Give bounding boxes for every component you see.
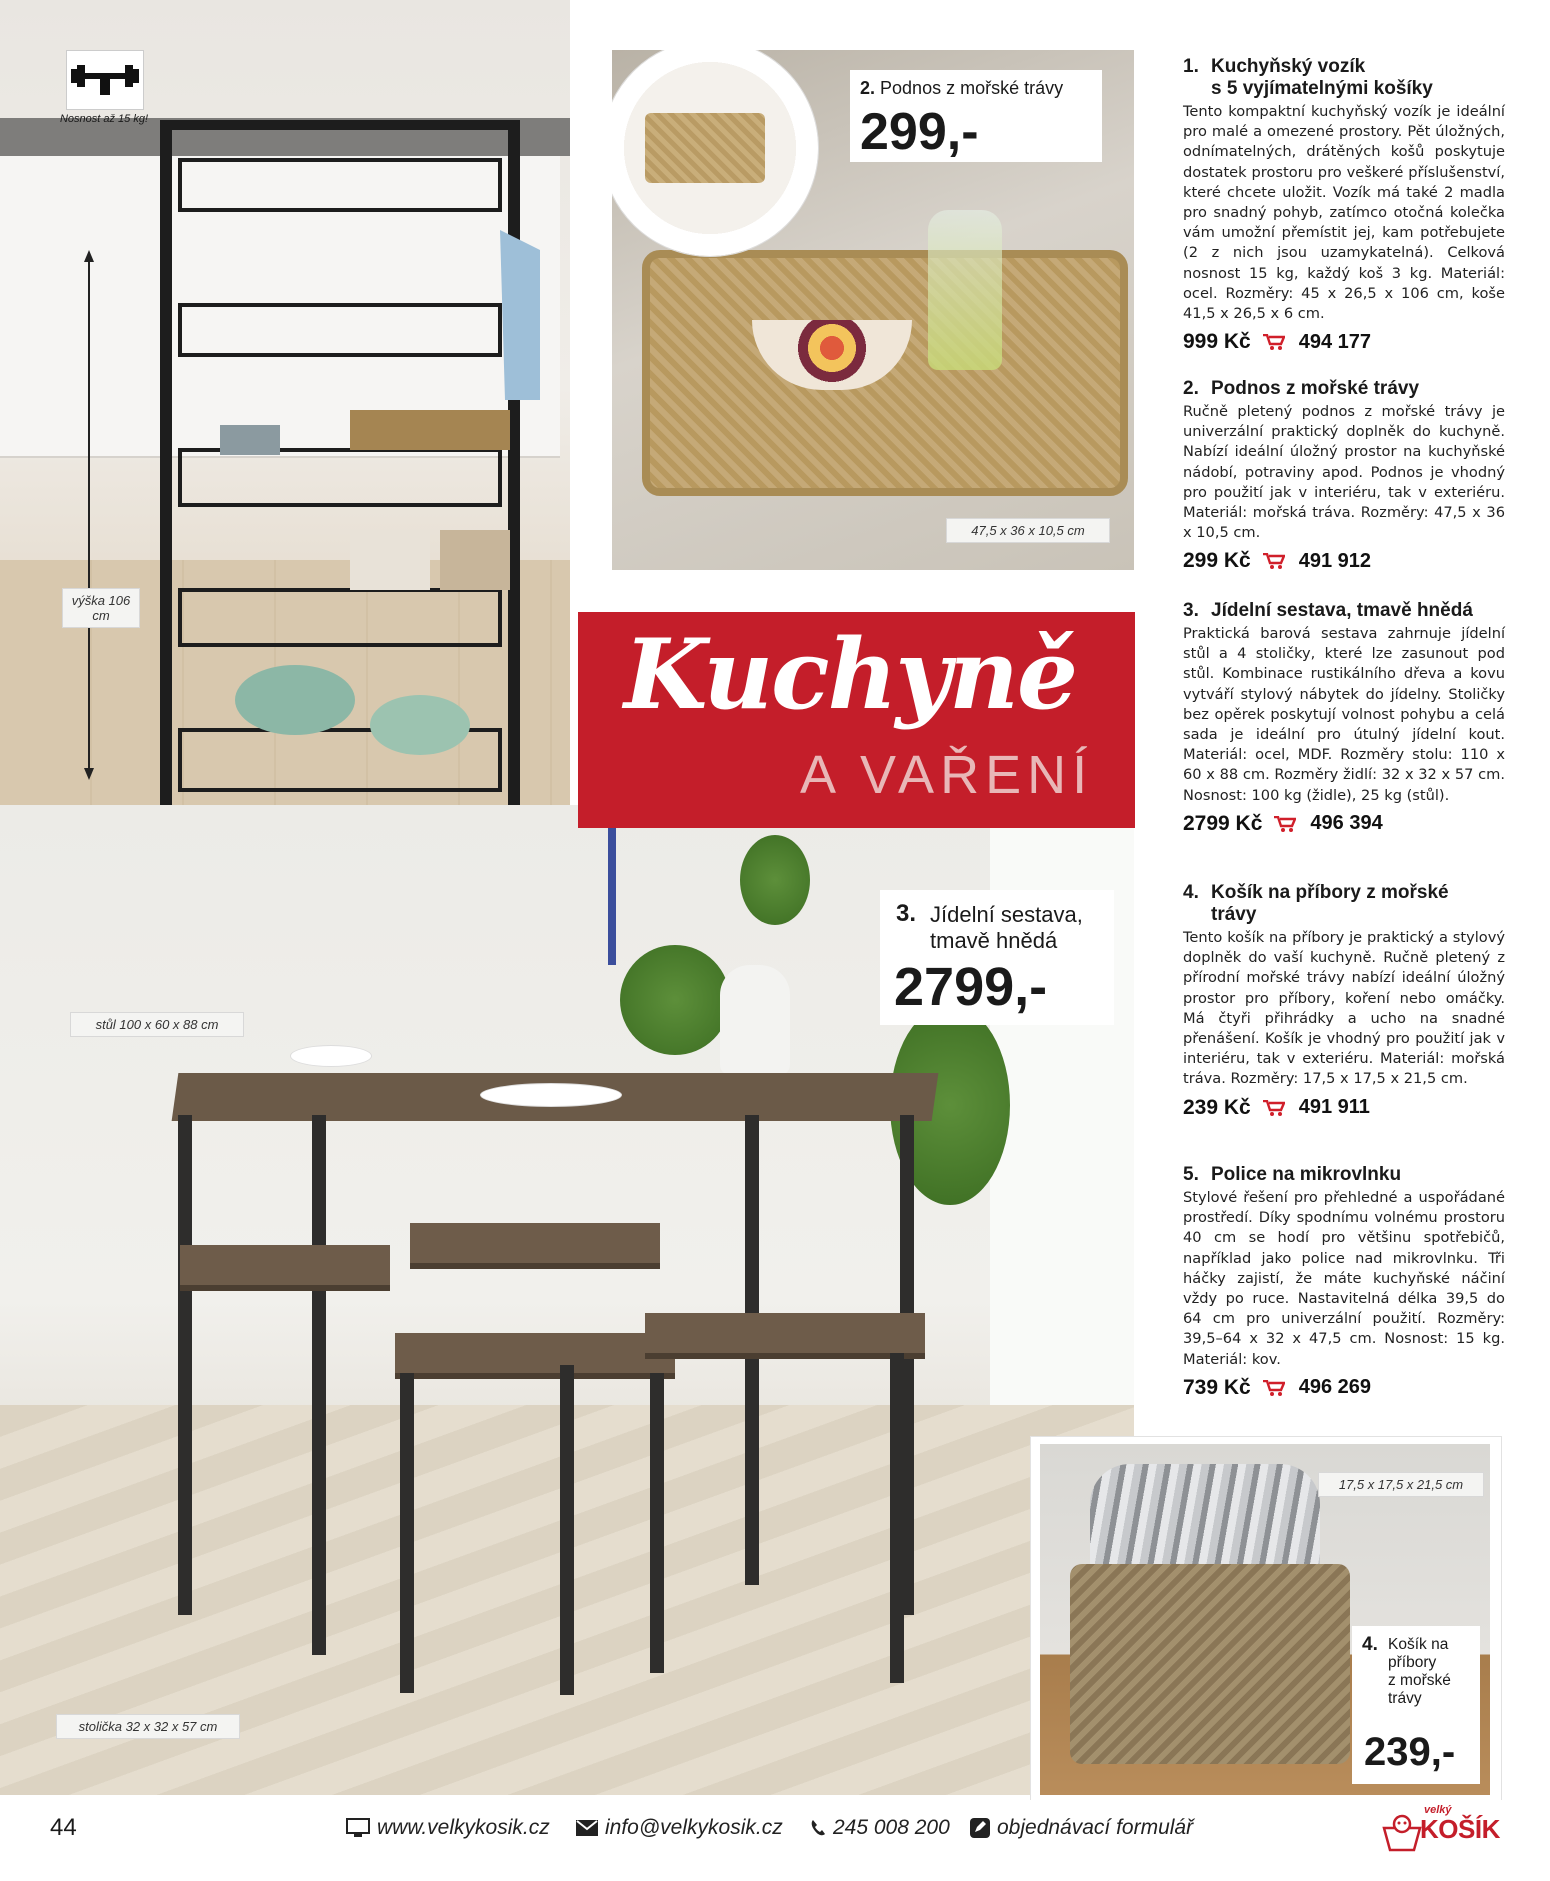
dumbbell-icon [67, 51, 143, 109]
tray-label-title: Podnos z mořské trávy [880, 78, 1064, 98]
product-2-num: 2. [1183, 378, 1199, 399]
product-2-price-row [1183, 549, 1505, 573]
brand-logo[interactable] [1380, 1804, 1510, 1856]
footer-email-text[interactable]: info@velkykosik.cz [605, 1816, 783, 1839]
product-1-price: 999 Kč [1183, 330, 1251, 354]
product-3-price-row [1183, 812, 1505, 836]
dining-label-num: 3. [896, 900, 917, 927]
basket-label-title-3: z mořské [1388, 1672, 1451, 1689]
product-3-desc: Praktická barová sestava zahrnuje jídelní stůl a 4 stoličky, které lze zasunout pod stůl. Kombinace rustikálního dřeva a kovu vytváří stylový nábytek do jídelny. Stoličky bez opěrek poskytují volnost pohybu a celá sada je ideální pro útulný jídelní kout. Materiál: ocel, MDF. Rozměry stolu: 110 x 60 x 88 cm. Rozměry židlí: 32 x 32 x 57 cm. Nosnost: 100 kg (židle), 25 kg (stůl). [1183, 625, 1505, 804]
product-1-title-2: s 5 vyjímatelnými košíky [1211, 78, 1433, 99]
monitor-icon [346, 1818, 370, 1838]
banner-subtitle: A VAŘENÍ [800, 745, 1094, 805]
footer-web-text[interactable]: www.velkykosik.cz [377, 1816, 550, 1839]
product-2-title [1183, 378, 1505, 400]
product-5-price: 739 Kč [1183, 1375, 1251, 1399]
product-3-code: 496 394 [1310, 812, 1383, 835]
product-4-code: 491 911 [1298, 1096, 1370, 1119]
cart-icon [1263, 1100, 1285, 1116]
product-5-code: 496 269 [1298, 1376, 1372, 1399]
cart-illustration [120, 100, 540, 880]
banner-script-title: Kuchyně [623, 618, 1077, 731]
basket-label-price: 239,- [1364, 1730, 1456, 1774]
basket-label-title-1: Košík na [1388, 1636, 1449, 1653]
tray-dims-label: 47,5 x 36 x 10,5 cm [946, 518, 1110, 543]
logo-big-text: KOŠÍK [1420, 1814, 1500, 1844]
product-4 [1183, 882, 1505, 1120]
cart-icon [1263, 334, 1285, 350]
tray-inset-photo [612, 50, 818, 256]
footer-phone[interactable] [810, 1816, 950, 1840]
product-5-title [1183, 1164, 1505, 1186]
product-5-title-1: Police na mikrovlnku [1211, 1164, 1402, 1185]
product-1-code: 494 177 [1298, 330, 1372, 353]
basket-label [1352, 1626, 1480, 1784]
product-5-num: 5. [1183, 1164, 1199, 1185]
basket-logo-icon [1380, 1812, 1424, 1852]
tray-label-num: 2. [860, 78, 876, 98]
dining-label-title [930, 902, 1083, 954]
product-3-title-1: Jídelní sestava, tmavě hnědá [1211, 600, 1473, 621]
basket-label-title-4: trávy [1388, 1690, 1422, 1707]
product-2-price: 299 Kč [1183, 549, 1251, 573]
tray-label-title-row [860, 78, 1063, 99]
footer-phone-text[interactable]: 245 008 200 [833, 1816, 950, 1839]
footer-form-text[interactable]: objednávací formulář [997, 1816, 1194, 1839]
height-label: výška 106 cm [62, 588, 140, 628]
product-3-num: 3. [1183, 600, 1199, 621]
product-1-title-1: Kuchyňský vozík [1211, 56, 1366, 77]
height-arrow [82, 250, 96, 780]
page-footer [0, 1800, 1550, 1881]
product-4-num: 4. [1183, 882, 1199, 903]
product-5 [1183, 1164, 1505, 1400]
envelope-icon [576, 1820, 598, 1836]
product-4-title-1: Košík na příbory z mořské [1211, 882, 1449, 903]
stool-dims-label: stolička 32 x 32 x 57 cm [56, 1714, 240, 1739]
tray-label [850, 70, 1102, 162]
cart-icon [1263, 553, 1285, 569]
product-5-desc: Stylové řešení pro přehledné a uspořádané prostředí. Díky spodnímu volnému prostoru 40 cm se hodí pro většinu spotřebičů, například jako police nad mikrovlnku. Tři háčky zajistí, že máte kuchyňské náčiní vždy po ruce. Nastavitelná délka 39,5 do 64 cm pro univerzální použití. Rozměry: 39,5–64 x 32 x 47,5 cm. Nosnost: 15 kg. Materiál: kov. [1183, 1189, 1505, 1368]
cart-icon [1263, 1380, 1285, 1396]
product-1-title [1183, 56, 1505, 100]
table-dims-label: stůl 100 x 60 x 88 cm [70, 1012, 244, 1037]
basket-label-num: 4. [1362, 1634, 1378, 1655]
product-5-price-row [1183, 1376, 1505, 1400]
product-2-desc: Ručně pletený podnos z mořské trávy je univerzální praktický doplněk do kuchyně. Nabízí ideální úložný prostor na kuchyňské nádobí, potraviny apod. Podnos je vhodný pro použití jak v interiéru, tak v exteriéru. Materiál: mořská tráva. Rozměry: 47,5 x 36 x 10,5 cm. [1183, 403, 1505, 542]
dining-label [880, 890, 1114, 1025]
product-3-title [1183, 600, 1505, 622]
dining-label-title-2: tmavě hnědá [930, 928, 1058, 953]
product-1 [1183, 56, 1505, 354]
cart-icon [1274, 816, 1296, 832]
tray-label-price: 299,- [860, 103, 979, 161]
product-4-desc: Tento košík na příbory je praktický a stylový doplněk do vaší kuchyně. Ručně pletený z přírodní mořské trávy nabízí ideální úložný prostor pro příbory, koření nebo omáčky. Má čtyři přihrádky a ucho na snadné přenášení. Košík je vhodný pro použití jak v interiéru, tak v exteriéru. Materiál: mořská tráva. Rozměry: 17,5 x 17,5 x 21,5 cm. [1183, 929, 1505, 1088]
product-4-title-2: trávy [1211, 904, 1257, 925]
product-4-title [1183, 882, 1505, 926]
weight-badge [66, 50, 144, 110]
basket-label-title-2: příbory [1388, 1654, 1437, 1671]
product-3-price: 2799 Kč [1183, 811, 1263, 835]
logo-small-text: velký [1424, 1804, 1452, 1816]
page-number: 44 [50, 1814, 77, 1841]
footer-web[interactable] [346, 1816, 550, 1840]
product-1-price-row [1183, 330, 1505, 354]
footer-form[interactable] [970, 1816, 1193, 1840]
dining-label-title-1: Jídelní sestava, [930, 902, 1083, 927]
weight-badge-text: Nosnost až 15 kg! [59, 113, 149, 125]
form-icon [970, 1818, 990, 1838]
product-4-price: 239 Kč [1183, 1095, 1251, 1119]
product-3 [1183, 600, 1505, 836]
product-1-desc: Tento kompaktní kuchyňský vozík je ideální pro malé a omezené prostory. Pět úložných, odnímatelných, drátěných košů poskytuje dostatek prostoru pro veškeré příslušenství, které chcete uložit. Vozík má také 2 madla pro snadný pohyb, zatímco otočná kolečka vám umožní přemístit jej, kam potřebujete (2 z nich jsou uzamykatelná). Celková nosnost 15 kg, každý koš 3 kg. Materiál: ocel. Rozměry: 45 x 26,5 x 106 cm, koše 41,5 x 26,5 x 6 cm. [1183, 103, 1505, 323]
product-2 [1183, 378, 1505, 573]
product-4-price-row [1183, 1096, 1505, 1120]
basket-label-title [1388, 1636, 1451, 1708]
dining-label-price: 2799,- [894, 957, 1048, 1017]
phone-icon [810, 1819, 826, 1837]
product-2-code: 491 912 [1298, 549, 1372, 572]
basket-dims-label: 17,5 x 17,5 x 21,5 cm [1318, 1472, 1484, 1497]
footer-email[interactable] [576, 1816, 783, 1840]
product-2-title-1: Podnos z mořské trávy [1211, 378, 1420, 399]
product-1-num: 1. [1183, 56, 1199, 77]
